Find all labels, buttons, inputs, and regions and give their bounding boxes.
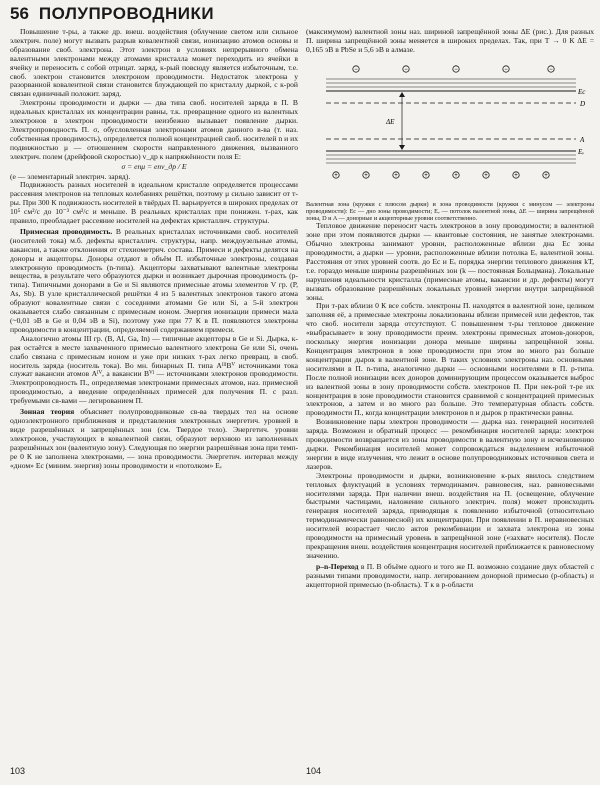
hole-circle xyxy=(333,172,339,179)
electron-circle xyxy=(503,66,509,73)
conduction-band xyxy=(326,79,576,91)
ev-label: Eᵥ xyxy=(578,147,585,156)
section-text: в П. В объёме одного и того же П. возможно создание двух областей с разными типами проводимости, напр. легированием донорной примесью (p-область) и акцепторной примесью (n-область). Т к в p-области xyxy=(306,561,594,589)
left-column xyxy=(10,28,298,763)
section-title: Примесная проводимость. xyxy=(20,226,113,236)
right-column xyxy=(306,28,594,756)
svg-text:+: + xyxy=(544,172,548,179)
svg-text:+: + xyxy=(514,172,518,179)
hole-circle xyxy=(543,172,549,179)
paragraph: (максимумом) валентной зоны наз. шириной запрещённой зоны ΔE (рис.). Для разных П. ширина запрещённой зоны меняется в широких пределах. Так, при T → 0 К ΔE = 0,165 эВ в PbSe и 5,6 эВ в алмазе. xyxy=(306,28,594,54)
svg-text:+: + xyxy=(424,172,428,179)
hole-circle xyxy=(393,172,399,179)
paragraph: Подвижность разных носителей в идеальном кристалле определяется процессами рассеяния электронов на тепловых колебаниях решётки, поэтому μ сильно зависит от т-ры. При 300 К подвижность носителей в твёрдых П. варьируется в широких пределах от 10⁵ см²/с до 10⁻³ см²/с и меньше. В реальных кристаллах при понижен. т-рах, как правило, преобладает рассеяние носителей на дефектах кристаллич. структуры. xyxy=(10,180,298,226)
formula-conductivity: σ = enμ = env_др / E xyxy=(121,161,187,171)
svg-text:−: − xyxy=(454,66,458,73)
acceptor-level-label: A xyxy=(580,135,585,144)
paragraph: При т-рах вблизи 0 К все собств. электроны П. находятся в валентной зоне, целиком заполняя её, а примесные электроны локализованы вблизи примесей или дефектов, так что своб. носители заряда отсутствуют. С повышением т-ры тепловое движение «выбрасывает» в зону проводимости преим. электроны примесных атомов-доноров, поскольку энергия ионизации донора меньше ширины запрещённой зоны. Концентрация электронов в зоне проводимости при этом во много раз больше концентрации дырок в валентной зоне. В таких условиях электроны наз. основными носителями в П. n-типа, аналогично дырки — основными носителями в П. p-типа. После полной ионизации всех доноров доминирующим процессом оказывается выброс из валентной зоны в зону проводимости собств. электронов П. При нек-рой т-ре их концентрация в зоне проводимости становится сравнимой с концентрацией примесных электронов, а затем и во много раз больше. Это температурная область собств. проводимости П., когда концентрации электронов n и дырок p практически равны. xyxy=(306,301,594,418)
paragraph: Возникновение пары электрон проводимости — дырка наз. генерацией носителей заряда. Возможен и обратный процесс — рекомбинация носителей заряда: электрон проводимости возвращается из зоны проводимости в валентную зону и исчезновению дырки. Рекомбинация носителей может сопровождаться выделением избыточной энергии в виде излучения, что лежит в основе полупроводниковых источников света и лазеров. xyxy=(306,417,594,471)
paragraph: Электроны проводимости и дырки — два типа своб. носителей заряда в П. В идеальных кристаллах их концентрации равны, т.к. превращение одного из валентных электронов в электрон проводимости неизбежно вызывает появление дырки. Электропроводность П. σ, обусловленная электронами атомов данного в-ва (т. наз. собственная проводимость), определяется полной концентрацией своб. носителей n и их подвижностью μ — отношением скорости направленного движения, вызванного электрич. полем (дрейфовой скоростью) v_др к напряжённости поля E: xyxy=(10,98,298,161)
paragraph: Аналогично атомы III гр. (B, Al, Ga, In) — типичные акцепторы в Ge и Si. Дырка, к-рая остаётся в месте захваченного примесью валентного электрона Ge или Si, очень слабо связана с примесным ионом и уже при низких т-рах легко превращ. в своб. носитель заряда (носитель тока). Во мн. бинарных П. типа AᴵᴵᴵBⱽ источниками тока служат вакансии атомов Aᴵⱽ, а вакансии Bⱽᴵ — источниками электронов проводимости. Электропроводность П., определяемая электронами примесных атомов, наз. примесной проводимостью, а введение определённых примесей для получения П. с разл. требуемыми св-вами — легированием П. xyxy=(10,333,298,406)
hole-circle xyxy=(453,172,459,179)
band-gap-label: ΔE xyxy=(386,117,395,126)
section-title: Зонная теория xyxy=(20,407,75,417)
svg-text:−: − xyxy=(404,66,408,73)
figure-caption: Валентная зона (кружки с плюсом дырки) и зона проводимости (кружки с минусом — электроны проводимости): Eс — дно зоны проводимости; Eᵥ — потолок валентной зоны, ΔE — ширина запрещённой зоны, D и A — донорные и акцепторные уровни соответственно. xyxy=(306,200,594,223)
svg-text:+: + xyxy=(394,172,398,179)
conduction-band-electrons xyxy=(353,66,554,73)
svg-text:−: − xyxy=(504,66,508,73)
section-band-theory xyxy=(10,408,298,470)
section-title: p–n-Переход xyxy=(316,561,359,571)
page-header xyxy=(10,4,214,26)
valence-band-holes xyxy=(333,172,549,179)
left-page-number: 103 xyxy=(10,766,26,776)
valence-band xyxy=(326,151,576,163)
section-pn-junction xyxy=(306,563,594,590)
svg-text:−: − xyxy=(549,66,553,73)
svg-text:+: + xyxy=(334,172,338,179)
paragraph: Электроны проводимости и дырки, возникновение к-рых явилось следствием тепловых флуктуаций в условиях термодинамич. равновесия, наз. равновесными носителями заряда. При наличии внеш. воздействия на П. (освещение, облучение быстрыми частицами, наложение сильного электрич. поля) может происходить генерация носителей заряда, приводящая к появлению избыточной (относительно термодинамически равновесной) их концентрации. При появлении в П. неравновесных носителей возрастает число актов рекомбинации и захвата электрона из зоны проводимости на примесный уровень в запрещённой зоне («захват» носителя). После прекращения внеш. воздействия концентрация носителей приближается к равновесному значению. xyxy=(306,470,594,560)
band-diagram-figure xyxy=(306,57,594,199)
hole-circle xyxy=(513,172,519,179)
electron-circle xyxy=(403,66,409,73)
donor-level-label: D xyxy=(580,99,586,108)
electron-circle xyxy=(548,66,554,73)
section-text: объясняет полупроводниковые св-ва твердых тел на основе одноэлектронного приближения и представления электронных энергетич. уровней в виде разрешённых и запрещённых зон (см. Твердое тело). Энергетич. уровни электронов, участвующих в ковалентной связи, образуют верхнюю из заполненных разрешённых зон (валентную зону). Следующая по энергии разрешённая зона при темп-ре 0 К не заполнена электронами, — зона проводимости. Энергетич. интервал между «дном» Eс (миним. энергия) зоны проводимости и «потолком» Eᵥ xyxy=(10,407,298,470)
electron-circle xyxy=(453,66,459,73)
paragraph: (e — элементарный электрич. заряд). xyxy=(10,171,131,181)
ec-label: Eс xyxy=(578,87,586,96)
paragraph: Повышение т-ры, а также др. внеш. воздействия (облучение светом или сильное электрич. поле) могут вызвать разрыв ковалентной связи, ионизацию атомов основы и образование своб. электрона. Этот электрон в условиях непрерывного обмена валентными электронами между атомами кристалла может переходить из ячейки в ячейку и переносить с собой отрицат. заряд, к-рый повсюду является избыточным, т.е. своб. электрон становится электроном проводимости. Недостаток электрона у разорванной ковалентной связи становится блуждающей по кристаллу дыркой, с к-рой связан единичный положит. заряд. xyxy=(10,28,298,99)
svg-text:+: + xyxy=(484,172,488,179)
electron-circle xyxy=(353,66,359,73)
hole-circle xyxy=(483,172,489,179)
header-page-number: 56 xyxy=(10,4,29,23)
svg-text:−: − xyxy=(354,66,358,73)
svg-text:+: + xyxy=(454,172,458,179)
band-diagram xyxy=(306,57,594,199)
paragraph: Тепловое движение переносит часть электронов в зону проводимости; в валентной зоне при этом появляются дырки — квантовые состояния, не занятые электронами. Обычно электроны занимают уровни, расположенные вблизи дна Eс зоны проводимости, а дырки — уровни, расположенные вблизи потолка Eᵥ валентной зоны. Расстояния от этих уровней соотв. до Eс и Eᵥ порядка энергии теплового движения kT, т.е. гораздо меньше ширины разрешённых зон (k — постоянная Больцмана). Локальные нарушения идеальности кристалла (примесные атомы, вакансии и др. дефекты) могут вызвать образование разрешённых локальных уровней энергии внутри запрещённой зоны. xyxy=(306,221,594,302)
page-title: ПОЛУПРОВОДНИКИ xyxy=(38,4,215,23)
right-page-number: 104 xyxy=(306,766,322,776)
section-impurity-conductivity xyxy=(10,228,298,335)
hole-circle xyxy=(363,172,369,179)
hole-circle xyxy=(423,172,429,179)
section-text: В реальных кристаллах источниками своб. носителей (носителей тока) м.б. дефекты кристаллич. структуры, напр. междоузельные атомы, вакансии, а также отклонения от стехиометрич. состава. Примеси и дефекты делятся на доноры и акцепторы. Доноры отдают в объём П. избыточные электроны, создавая электронную проводимость (n-типа). Акцепторы захватывают валентные электроны вещества, в результате чего образуются дырки и возникает дырочная проводимость (p-типа). Типичными донорами в Ge и Si являются примесные атомы элементов V гр. (P, As, Sb). В узле кристаллической решётки 4 из 5 валентных электронов такого атома образуют ковалентные связи с соседними атомами Ge или Si, а 5-й электрон оказывается слабо связанным с примесным ионом. Энергия ионизации примеси мала (~0,01 эВ в Ge и 0,04 эВ в Si), поэтому уже при 77 К в П. появляются электроны проводимости в концентрации, определяемой содержанием примеси. xyxy=(10,226,298,334)
band-gap-arrow xyxy=(399,92,405,150)
svg-text:+: + xyxy=(364,172,368,179)
